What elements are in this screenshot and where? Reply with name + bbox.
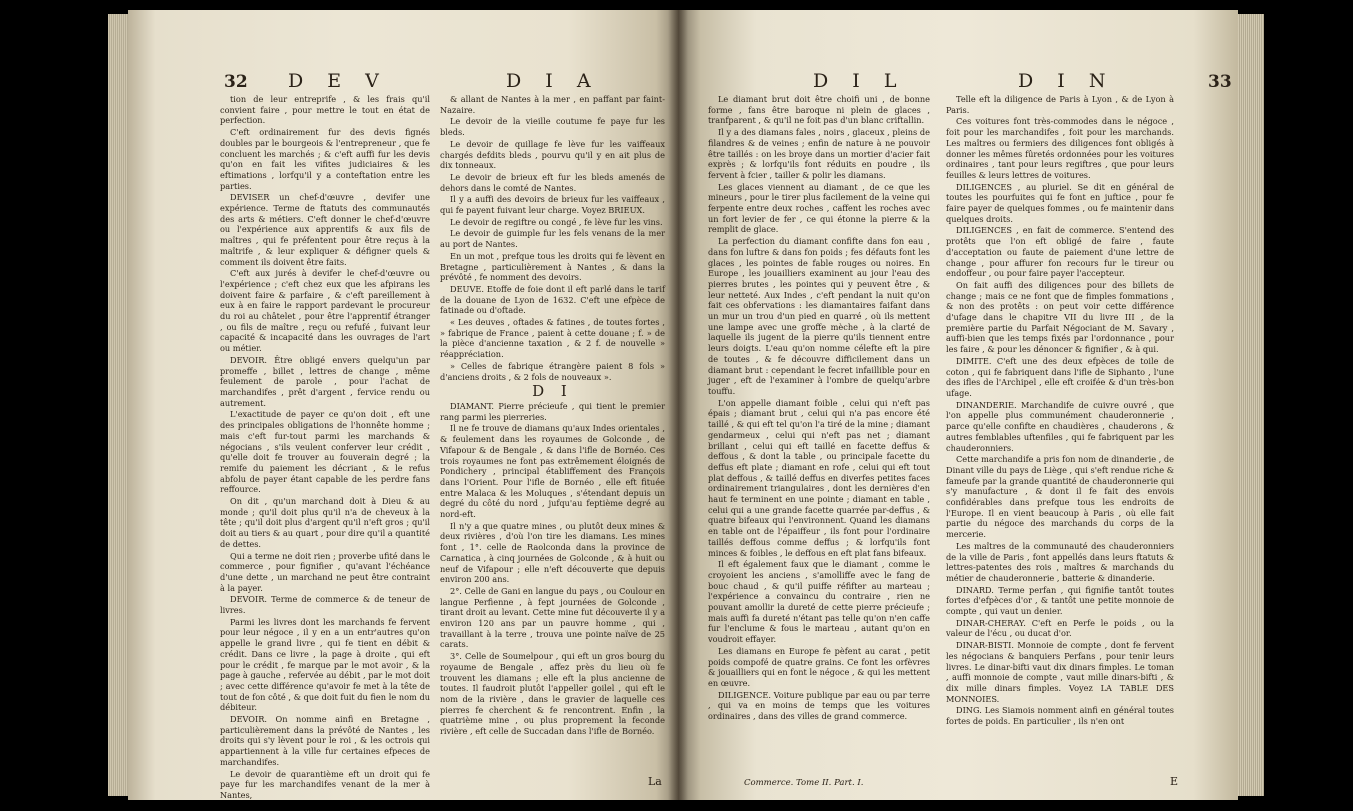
paragraph: Le devoir de quarantième eft un droit qui fe paye fur les marchandifes venant de la mer à Nantes, <box>220 768 430 800</box>
section-heading: D I <box>532 382 573 401</box>
paragraph: Il ne fe trouve de diamans qu'aux Indes orientales , & feulement dans les royaumes de Golconde , de Vifapour & de Bengale , & dans l'ifle de Bornéo. Ces trois royaumes ne font pas extrêmement éloignés de Pondichery , principal établiffement des François dans l'Orient. Pour l'ifle de Bornéo , elle eft fituée entre Malaca & les Moluques , s'étendant depuis un degré du côté du nord , jufqu'au feptième degré au nord-eft. <box>440 423 665 520</box>
left-page <box>128 10 678 800</box>
text-column-2 <box>440 94 665 738</box>
paragraph: DINANDERIE. Marchandife de cuivre ouvré , que l'on appelle plus communément chauderonnerie , parce qu'elle confifte en chaudières , chauderons , & autres femblables uftenfiles , qui fe fabriquent par les chauderonniers. <box>946 399 1174 453</box>
paragraph: » Celles de fabrique étrangère paient 8 fols » d'anciens droits , & 2 fols de nouveaux ». <box>440 360 665 382</box>
right-page-edges <box>1236 14 1264 796</box>
left-page-edges <box>108 14 130 796</box>
paragraph: DILIGENCES , en fait de commerce. S'entend des protêts que l'on eft obligé de faire , faute d'acceptation ou faute de paiement d'une lettre de change , pour affurer fon recours fur le tireur ou endoffeur , ou pour faire payer l'accepteur. <box>946 225 1174 279</box>
paragraph: Parmi les livres dont les marchands fe fervent pour leur négoce , il y en a un entr'autres qu'on appelle le grand livre , qui fe tient en débit & crédit. Dans ce livre , la page à droite , qui eft pour le crédit , fe marque par le mot avoir , & la page à gauche , refervée au débit , par le mot doit ; avec cette différence qu'avoir fe met à la tête de tout de fon côté , & que doit fuit du fien le nom du débiteur. <box>220 616 430 713</box>
signature-line: Commerce. Tome II. Part. I. <box>744 778 864 788</box>
paragraph: DING. Les Siamois nomment ainfi en général toutes fortes de poids. En particulier , ils n'en ont <box>946 705 1174 727</box>
paragraph: Le devoir de guimple fur les fels venans de la mer au port de Nantes. <box>440 228 665 250</box>
paragraph: DIMITE. C'eft une des deux efpèces de toile de coton , qui fe fabriquent dans l'ifle de Siphanto , l'une des ifles de l'Archipel , elle eft croifée & d'un très-bon ufage. <box>946 355 1174 398</box>
text-column-1 <box>708 94 930 723</box>
paragraph: & allant de Nantes à la mer , en paffant par faint-Nazaire. <box>440 94 665 115</box>
paragraph: DEVOIR. On nomme ainfi en Bretagne , particulièrement dans la prévôté de Nantes , les droits qui s'y lèvent pour le roi , & les octrois qui appartiennent à la ville fur certaines efpeces de marchandifes. <box>220 714 430 767</box>
paragraph: Il n'y a que quatre mines , ou plutôt deux mines & deux rivières , d'où l'on tire les diamans. Les mines font , 1°. celle de Raolconda dans la province de Carnatica , à cinq journées de Golconde , & à huit ou neuf de Vifapour ; elle n'eft découverte que depuis environ 200 ans. <box>440 520 665 585</box>
paragraph: Il y a auffi des devoirs de brieux fur les vaiffeaux , qui fe payent fuivant leur charge. Voyez BRIEUX. <box>440 194 665 216</box>
paragraph: DINAR-BISTI. Monnoie de compte , dont fe fervent les négocians & banquiers Perfans , pour tenir leurs livres. Le dinar-bifti vaut dix dinars fimples. Le toman , auffi monnoie de compte , vaut mille dinars-bifti , & dix mille dinars fimples. Voyez LA TABLE DES MONNOIES. <box>946 640 1174 704</box>
paragraph: Telle eft la diligence de Paris à Lyon , & de Lyon à Paris. <box>946 94 1174 115</box>
paragraph: Les maîtres de la communauté des chauderonniers de la ville de Paris , font appellés dans leurs ftatuts & lettres-patentes des rois , maîtres & marchands du métier de chauderonnerie , batterie & dinanderie. <box>946 540 1174 583</box>
paragraph: Les diamans en Europe fe pèfent au carat , petit poids compofé de quatre grains. Ce font les orfèvres & jouailliers qui en font le négoce , & qui les mettent en œuvre. <box>708 645 930 688</box>
running-head: D I A <box>506 70 600 92</box>
catchword: La <box>648 775 662 788</box>
paragraph: Les glaces viennent au diamant , de ce que les mineurs , pour le tirer plus facilement de la veine qui ferpente entre deux roches , caffent les roches avec un fort levier de fer , ce qui étonne la pierre & la remplit de glace. <box>708 181 930 235</box>
text-column-2 <box>946 94 1174 728</box>
paragraph: DILIGENCES , au pluriel. Se dit en général de toutes les pourfuites qui fe font en juftice , pour fe faire payer de quelques fommes , ou fe maintenir dans quelques droits. <box>946 181 1174 224</box>
paragraph: Le devoir de quillage fe lève fur les vaiffeaux chargés defdits bleds , pourvu qu'il y en ait plus de dix tonneaux. <box>440 138 665 171</box>
running-head: D I N <box>1018 70 1115 92</box>
paragraph: C'eft aux jurés à devifer le chef-d'œuvre ou l'expérience ; c'eft chez eux que les afpirans les doivent faire & parfaire , & c'eft pareillement à eux à en faire le rapport pardevant le procureur du roi au châtelet , pour être l'apprentif étranger , ou fils de maître , reçu ou refufé , fuivant leur capacité & incapacité dans les ouvrages de l'art ou métier. <box>220 268 430 354</box>
paragraph: Le devoir de la vieille coutume fe paye fur les bleds. <box>440 116 665 138</box>
paragraph: Il eft également faux que le diamant , comme le croyoient les anciens , s'amolliffe avec le fang de bouc chaud , & qu'il puiffe réfifter au marteau ; l'expérience a convaincu du contraire , rien ne pouvant amollir la dureté de cette pierre précieufe ; mais auffi fa dureté n'étant pas telle qu'on n'en caffe fur l'enclume & fous le marteau , autant qu'on en voudroit effayer. <box>708 559 930 645</box>
paragraph: DEVISER un chef-d'œuvre , devifer une expérience. Terme de ftatuts des communautés des arts & métiers. C'eft donner le chef-d'œuvre ou l'expérience aux apprentifs & aux fils de maîtres , qui fe préfentent pour être reçus à la maîtrife , & leur expliquer & défigner quels & comment ils doivent être faits. <box>220 192 430 267</box>
paragraph: En un mot , prefque tous les droits qui fe lèvent en Bretagne , particulièrement à Nantes , & dans la prévôté , fe nomment des devoirs. <box>440 250 665 283</box>
paragraph: Ces voitures font très-commodes dans le négoce , foit pour les marchandifes , foit pour les marchands. Les maîtres ou fermiers des diligences font obligés à donner les mêmes fûretés ordonnées pour les voitures ordinaires , tant pour leurs regiftres , que pour leurs feuilles & leurs lettres de voitures. <box>946 116 1174 180</box>
signature-mark: E <box>1170 775 1179 788</box>
paragraph: On dit , qu'un marchand doit à Dieu & au monde ; qu'il doit plus qu'il n'a de cheveux à la tête ; qu'il doit plus d'argent qu'il n'eft gros ; qu'il doit au tiers & au quart , pour dire qu'il a quantité de dettes. <box>220 496 430 549</box>
paragraph: DEVOIR. Être obligé envers quelqu'un par promeffe , billet , lettres de change , même feulement de parole , pour l'achat de marchandifes , prêt d'argent , fervice rendu ou autrement. <box>220 354 430 408</box>
paragraph: DINAR-CHERAY. C'eft en Perfe le poids , ou la valeur de l'écu , ou ducat d'or. <box>946 617 1174 639</box>
paragraph: DEVOIR. Terme de commerce & de teneur de livres. <box>220 594 430 616</box>
paragraph: DILIGENCE. Voiture publique par eau ou par terre , qui va en moins de temps que les voitures ordinaires , dans des villes de grand commerce. <box>708 689 930 722</box>
book-gutter <box>668 10 688 800</box>
paragraph: Qui a terme ne doit rien ; proverbe ufité dans le commerce , pour fignifier , qu'avant l'échéance d'une dette , un marchand ne peut être contraint à la payer. <box>220 550 430 593</box>
paragraph: 3°. Celle de Soumelpour , qui eft un gros bourg du royaume de Bengale , affez près du lieu où fe trouvent les diamans ; elle eft la plus ancienne de toutes. Il faudroit plutôt l'appeller goilel , qui eft le nom de la rivière , dans le gravier de laquelle ces pierres fe cherchent & fe rencontrent. Enfin , la quatrième mine , ou plus proprement la feconde rivière , eft celle de Succadan dans l'ifle de Bornéo. <box>440 651 665 737</box>
paragraph: DINARD. Terme perfan , qui fignifie tantôt toutes fortes d'efpèces d'or , & tantôt une petite monnoie de compte , qui vaut un denier. <box>946 584 1174 617</box>
paragraph: Le devoir de brieux eft fur les bleds amenés de dehors dans le comté de Nantes. <box>440 171 665 193</box>
paragraph: On fait auffi des diligences pour des billets de change ; mais ce ne font que de fimples fommations , & non des protêts : on peut voir cette différence d'ufage dans le chapitre VII du livre III , de la première partie du Parfait Négociant de M. Savary , auffi-bien que les temps fixés par l'ordonnance , pour les faire , & pour les dénoncer & fignifier , & à qui. <box>946 279 1174 355</box>
paragraph: « Les deuves , oftades & fatines , de toutes fortes , » fabrique de France , paient à cette douane ; f. » de la pièce d'ancienne taxation , & 2 f. de nouvelle » réappréciation. <box>440 317 665 360</box>
paragraph: Cette marchandife a pris fon nom de dinanderie , de Dinant ville du pays de Liège , qui s'eft rendue riche & fameufe par la grande quantité de chauderonnerie qui s'y manufacture , & dont il fe fait des envois confidérables dans prefque tous les endroits de l'Europe. Il en vient beaucoup à Paris , où elle fait partie du négoce des marchands du corps de la mercerie. <box>946 454 1174 540</box>
running-head: D I L <box>813 70 906 92</box>
paragraph: Le diamant brut doit être choifi uni , de bonne forme , fans être baroque ni plein de glaces , tranfparent , & qu'il ne foit pas d'un blanc criftallin. <box>708 94 930 126</box>
paragraph: L'on appelle diamant foible , celui qui n'eft pas épais ; diamant brut , celui qui n'a pas encore été taillé , & qui eft tel qu'on l'a tiré de la mine ; diamant gendarmeux , celui qui n'eft pas net ; diamant brillant , celui qui eft taillé en facette deffus & deffous , & dont la table , ou principale facette du deffus eft plate ; diamant en rofe , celui qui eft tout plat deffous , & taillé deffus en diverfes petites faces ordinairement triangulaires , dont les dernières d'en haut fe terminent en une pointe ; diamant en table , celui qui a une grande facette quarrée par-deffus , & quatre bifeaux qui l'environnent. Quand les diamans en table ont de l'épaiffeur , ils font pour l'ordinaire taillés deffous comme deffus ; & lorfqu'ils font minces & foibles , le deffous en eft plat fans bifeaux. <box>708 397 930 558</box>
paragraph: DIAMANT. Pierre précieufe , qui tient le premier rang parmi les pierreries. <box>440 400 665 422</box>
paragraph: C'eft ordinairement fur des devis fignés doubles par le bourgeois & l'entrepreneur , que fe concluent les marchés ; & c'eft auffi fur les devis qu'on en fait les vifites judiciaires & les eftimations , lorfqu'il y a conteftation entre les parties. <box>220 127 430 191</box>
paragraph: DEUVE. Etoffe de foie dont il eft parlé dans le tarif de la douane de Lyon de 1632. C'eft une efpèce de fatinade ou d'oftade. <box>440 283 665 316</box>
paragraph: 2°. Celle de Gani en langue du pays , ou Coulour en langue Perfienne , à fept journées de Golconde , tirant droit au levant. Cette mine fut découverte il y a environ 120 ans par un pauvre homme , qui , travaillant à la terre , trouva une pointe naïve de 25 carats. <box>440 585 665 650</box>
paragraph: tion de leur entreprife , & les frais qu'il convient faire , pour mettre le tout en état de perfection. <box>220 94 430 126</box>
page-number: 32 <box>224 72 248 92</box>
paragraph: L'exactitude de payer ce qu'on doit , eft une des principales obligations de l'honnête homme ; mais c'eft fur-tout parmi les marchands & négocians , s'ils veulent conferver leur crédit , qu'elle doit fe trouver au fouverain degré ; la remife du paiement les décriant , & le refus abfolu de payer étant capable de les perdre fans reffource. <box>220 409 430 495</box>
right-page <box>678 10 1238 800</box>
text-column-1 <box>220 94 430 800</box>
running-head: D E V <box>288 70 388 92</box>
paragraph: Le devoir de regiftre ou congé , fe lève fur les vins. <box>450 216 663 227</box>
page-number: 33 <box>1208 72 1232 92</box>
paragraph: Il y a des diamans fales , noirs , glaceux , pleins de filandres & de veines ; enfin de nature à ne pouvoir être taillés : on les broye dans un mortier d'acier fait exprès ; & lorfqu'ils font réduits en poudre , ils fervent à fcier , tailler & polir les diamans. <box>708 127 930 180</box>
paragraph: La perfection du diamant confifte dans fon eau , dans fon luftre & dans fon poids ; fes défauts font les glaces , les pointes de fable rouges ou noires. En Europe , les jouailliers examinent au jour l'eau des pierres brutes , les pointes qui y peuvent être , & leur netteté. Aux Indes , c'eft pendant la nuit qu'on fait ces obfervations : les diamantaires faifant dans un mur un trou d'un pied en quarré , où ils mettent une lampe avec une groffe mèche , à la clarté de laquelle ils jugent de la pierre qu'ils tiennent entre leurs doigts. L'eau qu'on nomme célefte eft la pire de toutes , & fe découvre difficilement dans un diamant brut : cependant le fecret infaillible pour en juger , eft de l'examiner à l'ombre de quelqu'arbre touffu. <box>708 236 930 396</box>
